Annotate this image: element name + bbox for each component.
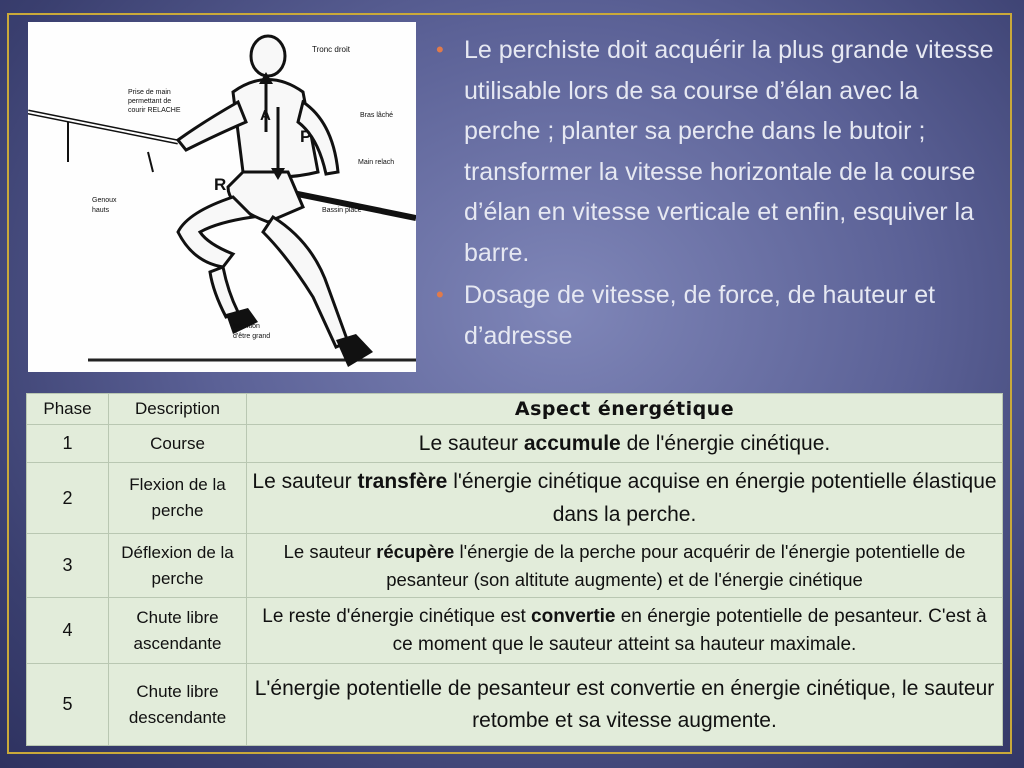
cell-phase: 5 xyxy=(27,664,109,746)
cell-aspect xyxy=(247,463,1003,534)
aspect-keyword: transfère xyxy=(357,470,448,493)
cell-phase: 4 xyxy=(27,598,109,664)
table-row xyxy=(27,664,1003,746)
bullet-text: Dosage de vitesse, de force, de hauteur et d’adresse xyxy=(464,281,936,350)
table-row xyxy=(27,598,1003,664)
cell-phase: 3 xyxy=(27,534,109,598)
aspect-text: Le sauteur xyxy=(283,540,377,562)
aspect-text: Le sauteur xyxy=(418,432,524,455)
label-r: R xyxy=(214,175,227,194)
bullet-dot-icon: • xyxy=(436,282,444,307)
cell-description: Chute libre ascendante xyxy=(109,598,247,664)
cell-phase: 2 xyxy=(27,463,109,534)
label-p: P xyxy=(300,127,312,146)
aspect-text: l'énergie cinétique acquise en énergie potentielle élastique dans la perche. xyxy=(447,470,997,526)
cell-description: Chute libre descendante xyxy=(109,664,247,746)
annotation-prise-1: Prise de main xyxy=(128,89,171,96)
bullet-item xyxy=(436,275,996,356)
annotation-tronc: Tronc droit xyxy=(312,45,350,54)
aspect-keyword: accumule xyxy=(523,432,621,455)
pole-vaulter-illustration xyxy=(28,22,416,372)
athlete-drawing xyxy=(28,22,416,372)
aspect-text: Le sauteur xyxy=(252,470,358,493)
cell-description: Flexion de la perche xyxy=(109,463,247,534)
cell-aspect xyxy=(247,664,1003,746)
cell-description: Déflexion de la perche xyxy=(109,534,247,598)
bullet-dot-icon: • xyxy=(436,37,444,62)
cell-aspect xyxy=(247,534,1003,598)
annotation-intention-2: d'être grand xyxy=(233,333,271,340)
aspect-keyword: convertie xyxy=(531,605,616,627)
aspect-text: en énergie potentielle de pesanteur. C'est à ce moment que le sauteur atteint sa hauteur maximale. xyxy=(392,605,987,655)
table-row xyxy=(27,425,1003,463)
energy-phases-table xyxy=(26,393,1003,746)
aspect-keyword: récupère xyxy=(376,540,455,562)
aspect-text: L'énergie potentielle de pesanteur est convertie en énergie cinétique, le sauteur retombe et sa vitesse augmente. xyxy=(254,676,995,732)
annotation-prise-3: courir RELACHE xyxy=(128,107,181,114)
cell-phase: 1 xyxy=(27,425,109,463)
label-a: A xyxy=(260,107,271,124)
cell-description: Course xyxy=(109,425,247,463)
aspect-text: Le reste d'énergie cinétique est xyxy=(262,605,532,627)
aspect-text: de l'énergie cinétique. xyxy=(620,432,831,455)
bullet-list xyxy=(436,30,996,358)
aspect-text: l'énergie de la perche pour acquérir de l'énergie potentielle de pesanteur (son altitute augmente) et de l'énergie cinétique xyxy=(386,540,966,590)
annotation-genoux-2: hauts xyxy=(92,207,110,214)
table-header-row xyxy=(27,394,1003,425)
annotation-intention-1: Intention xyxy=(233,323,260,330)
cell-aspect xyxy=(247,598,1003,664)
table-row xyxy=(27,534,1003,598)
bullet-item xyxy=(436,30,996,273)
table-row xyxy=(27,463,1003,534)
annotation-bassin: Bassin placé xyxy=(322,207,362,214)
annotation-prise-2: permettant de xyxy=(128,98,172,105)
header-description: Description xyxy=(109,394,247,425)
header-aspect: Aspect énergétique xyxy=(247,394,1003,425)
cell-aspect xyxy=(247,425,1003,463)
back-shoe xyxy=(336,334,373,367)
annotation-main: Main relach xyxy=(358,159,395,166)
annotation-bras: Bras lâché xyxy=(360,112,394,119)
annotation-genoux-1: Genoux xyxy=(92,197,117,204)
bullet-text: Le perchiste doit acquérir la plus grande vitesse utilisable lors de sa course d’élan avec la perche ; planter sa perche dans le butoir ; transformer la vitesse horizontale de la course d’élan en vitesse verticale et enfin, esquiver la barre. xyxy=(464,36,994,267)
header-phase: Phase xyxy=(27,394,109,425)
